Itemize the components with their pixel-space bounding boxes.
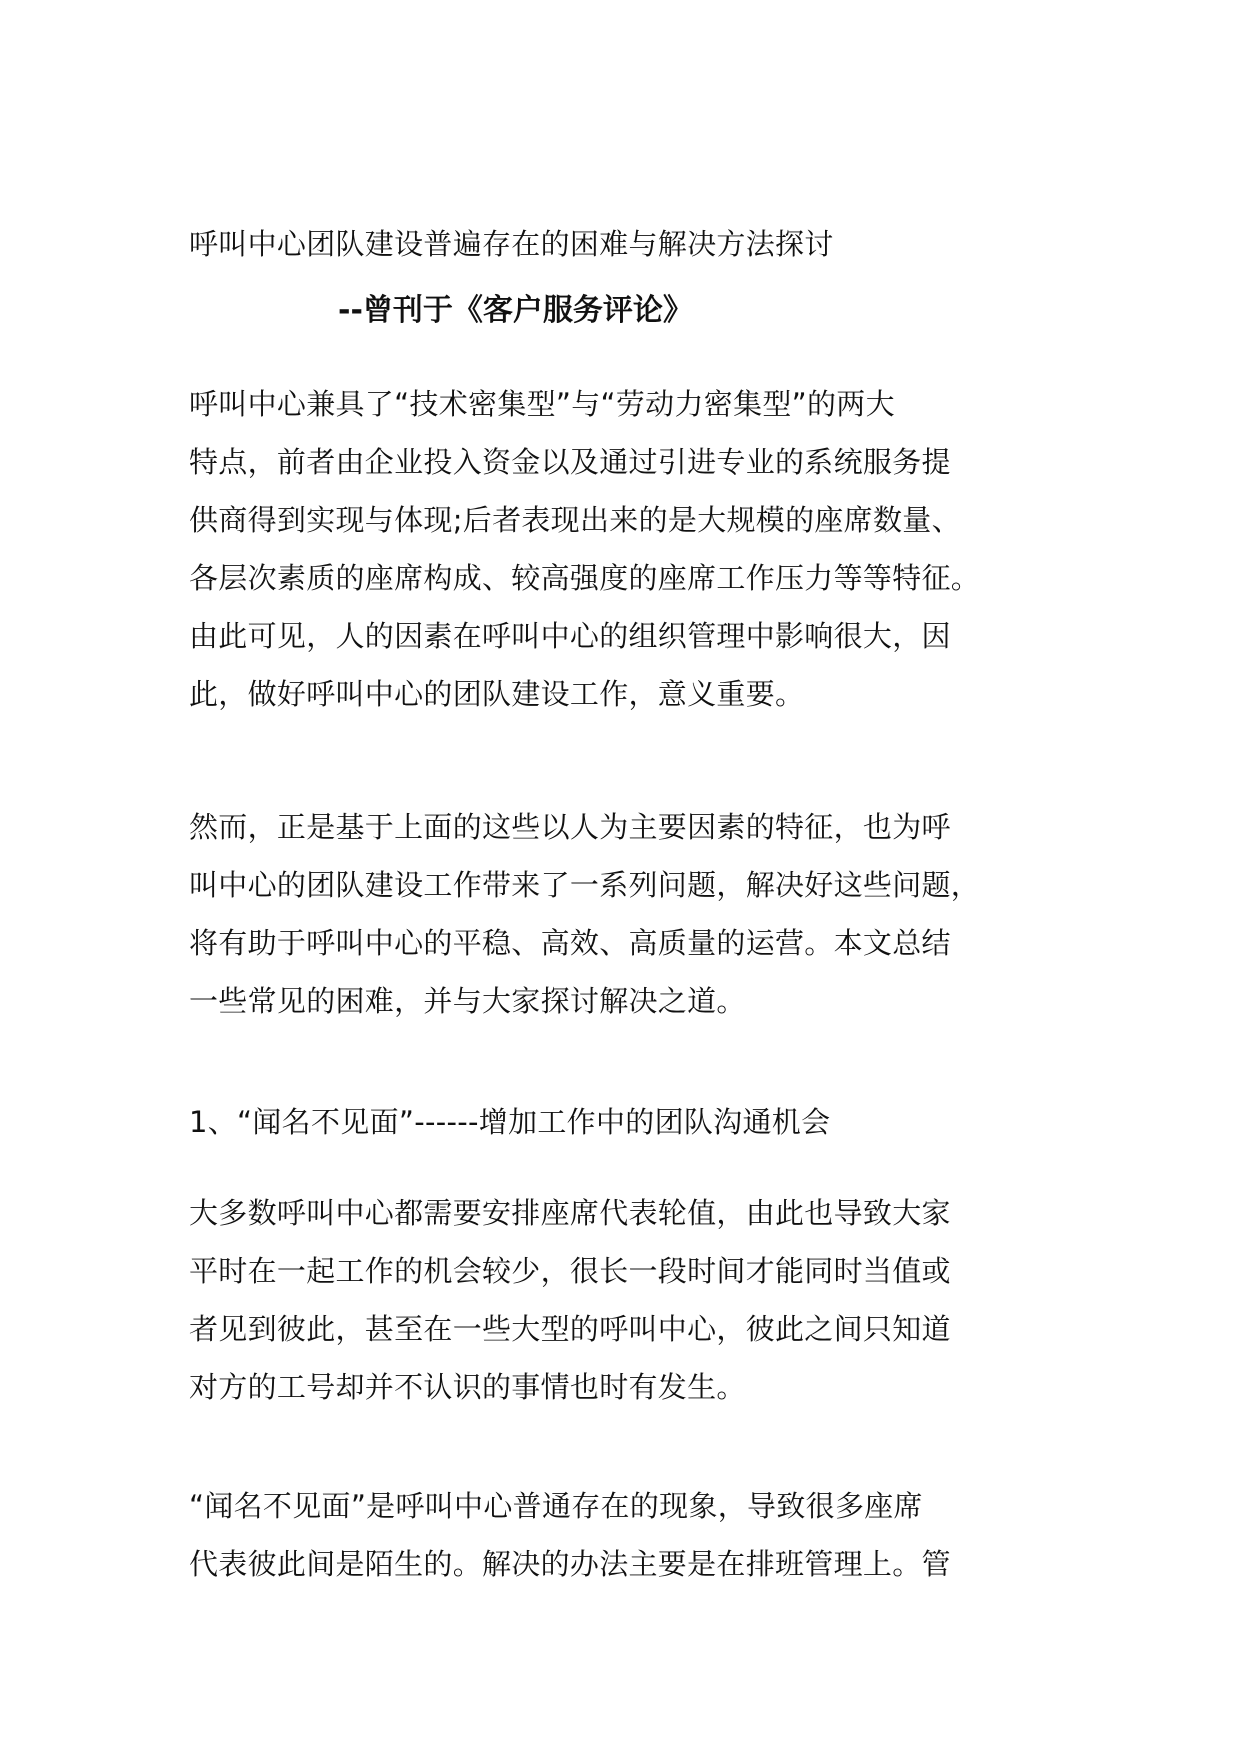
- section-paragraph-1: [189, 1184, 1059, 1416]
- text-line: 代表彼此间是陌生的。解决的办法主要是在排班管理上。管: [189, 1547, 951, 1581]
- document-byline: --曾刊于《客户服务评论》: [338, 293, 693, 328]
- paragraph-2: [189, 798, 1059, 1030]
- text-line: 然而，正是基于上面的这些以人为主要因素的特征，也为呼: [189, 810, 951, 844]
- section-paragraph-2: [189, 1477, 1059, 1593]
- title-line: 呼叫中心团队建设普遍存在的困难与解决方法探讨: [189, 227, 834, 261]
- text-line: 特点，前者由企业投入资金以及通过引进专业的系统服务提: [189, 445, 951, 479]
- text-line: 将有助于呼叫中心的平稳、高效、高质量的运营。本文总结: [189, 926, 951, 960]
- text-line: 平时在一起工作的机会较少，很长一段时间才能同时当值或: [189, 1254, 951, 1288]
- text-line: 大多数呼叫中心都需要安排座席代表轮值，由此也导致大家: [189, 1196, 951, 1230]
- text-line: “闻名不见面”是呼叫中心普通存在的现象，导致很多座席: [189, 1489, 923, 1523]
- paragraph-1: [189, 375, 1059, 723]
- section-heading-text: 1、“闻名不见面”------增加工作中的团队沟通机会: [189, 1105, 831, 1139]
- text-line: 一些常见的困难，并与大家探讨解决之道。: [189, 984, 746, 1018]
- text-line: 叫中心的团队建设工作带来了一系列问题，解决好这些问题，: [189, 868, 981, 902]
- text-line: 由此可见，人的因素在呼叫中心的组织管理中影响很大，因: [189, 619, 951, 653]
- text-line: 对方的工号却并不认识的事情也时有发生。: [189, 1370, 746, 1404]
- text-line: 呼叫中心兼具了“技术密集型”与“劳动力密集型”的两大: [189, 387, 895, 421]
- section-heading: [189, 1093, 1059, 1151]
- text-line: 者见到彼此，甚至在一些大型的呼叫中心，彼此之间只知道: [189, 1312, 951, 1346]
- text-line: 此，做好呼叫中心的团队建设工作，意义重要。: [189, 677, 805, 711]
- text-line: 各层次素质的座席构成、较高强度的座席工作压力等等特征。: [189, 561, 981, 595]
- text-line: 供商得到实现与体现;后者表现出来的是大规模的座席数量、: [189, 503, 961, 537]
- document-title: [189, 215, 1059, 273]
